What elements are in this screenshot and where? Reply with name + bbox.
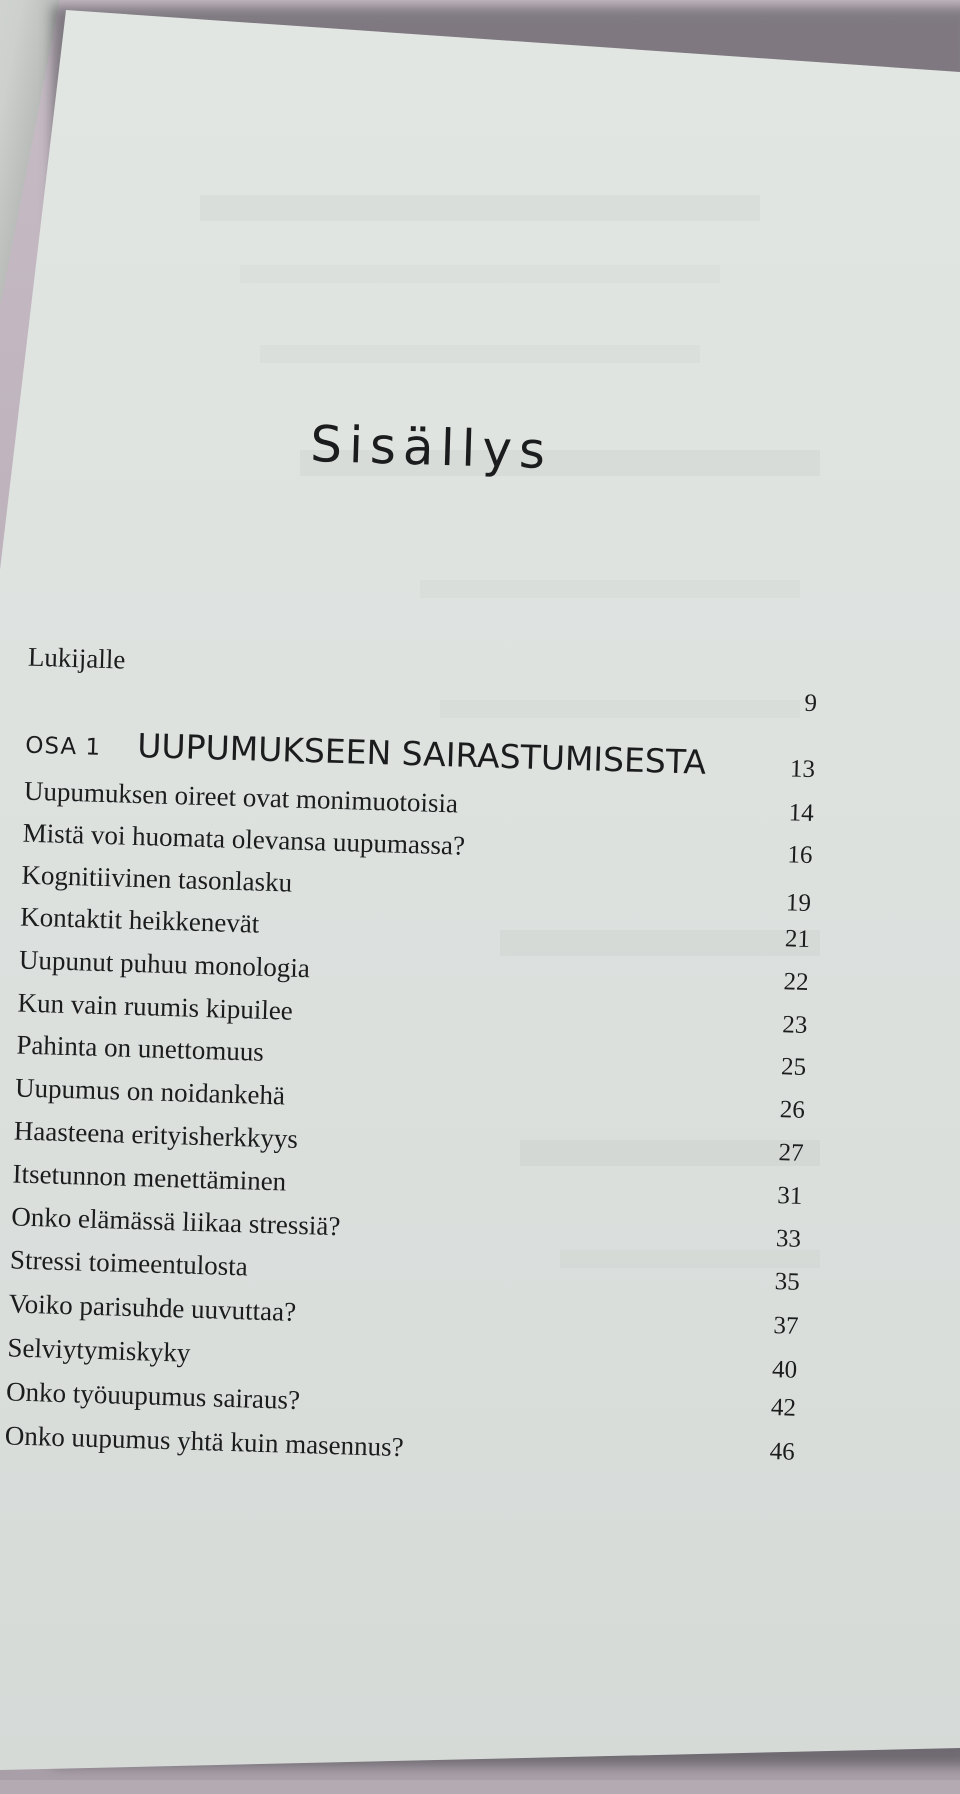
part-title: UUPUMUKSEEN SAIRASTUMISESTA bbox=[136, 725, 707, 782]
toc-entry-label: Voiko parisuhde uuvuttaa? bbox=[8, 1288, 297, 1327]
toc-entry-page: 14 bbox=[788, 799, 815, 828]
toc-entry-page: 31 bbox=[776, 1182, 803, 1210]
toc-entry-page: 46 bbox=[769, 1438, 796, 1466]
toc-entry-page: 9 bbox=[804, 689, 818, 718]
toc-entry-label: Uupumus on noidankehä bbox=[14, 1072, 286, 1111]
toc-entry-label: Kun vain ruumis kipuilee bbox=[17, 987, 294, 1026]
toc-entry-label: Kognitiivinen tasonlasku bbox=[21, 859, 293, 898]
toc-entry-page: 40 bbox=[771, 1356, 798, 1384]
toc-entry-label: Lukijalle bbox=[27, 641, 126, 675]
toc-entry-page: 26 bbox=[779, 1096, 806, 1124]
toc-entry-intro bbox=[27, 639, 818, 718]
toc-entry-label: Pahinta on unettomuus bbox=[16, 1029, 265, 1067]
toc-entry-label: Selviytymiskyky bbox=[7, 1332, 191, 1368]
toc-entry-label: Uupumuksen oireet ovat monimuotoisia bbox=[23, 775, 459, 819]
toc-entry-page: 35 bbox=[774, 1268, 801, 1296]
toc-entry-page: 21 bbox=[784, 925, 811, 953]
part-number: OSA 1 bbox=[24, 732, 102, 761]
toc-entry-page: 42 bbox=[770, 1394, 797, 1422]
toc-entry-label: Onko elämässä liikaa stressiä? bbox=[10, 1201, 341, 1242]
toc-entry-label: Mistä voi huomata olevansa uupumassa? bbox=[22, 817, 466, 861]
toc-entry-page: 33 bbox=[775, 1225, 802, 1253]
toc-entry-label: Kontaktit heikkenevät bbox=[19, 901, 260, 939]
toc-entry-label: Onko työuupumus sairaus? bbox=[5, 1376, 301, 1416]
toc-entry-page: 27 bbox=[778, 1139, 804, 1167]
toc-title: Sisällys bbox=[309, 414, 553, 481]
toc-entry-page: 37 bbox=[773, 1312, 799, 1340]
toc-entry-page: 23 bbox=[781, 1011, 808, 1039]
toc-entry-page: 22 bbox=[783, 968, 810, 996]
toc-entry-page: 16 bbox=[787, 841, 813, 870]
toc-entry-page: 19 bbox=[785, 889, 812, 918]
toc-entry-label: Uupunut puhuu monologia bbox=[18, 944, 311, 984]
toc-entry-label: Stressi toimeentulosta bbox=[9, 1244, 249, 1282]
toc-entry-label: Itsetunnon menettäminen bbox=[12, 1158, 287, 1197]
toc-entry-label: Haasteena erityisherkkyys bbox=[13, 1115, 299, 1154]
toc-entry-page: 25 bbox=[780, 1053, 807, 1081]
toc-entry-label: Onko uupumus yhtä kuin masennus? bbox=[4, 1420, 405, 1463]
part-page: 13 bbox=[789, 755, 816, 784]
